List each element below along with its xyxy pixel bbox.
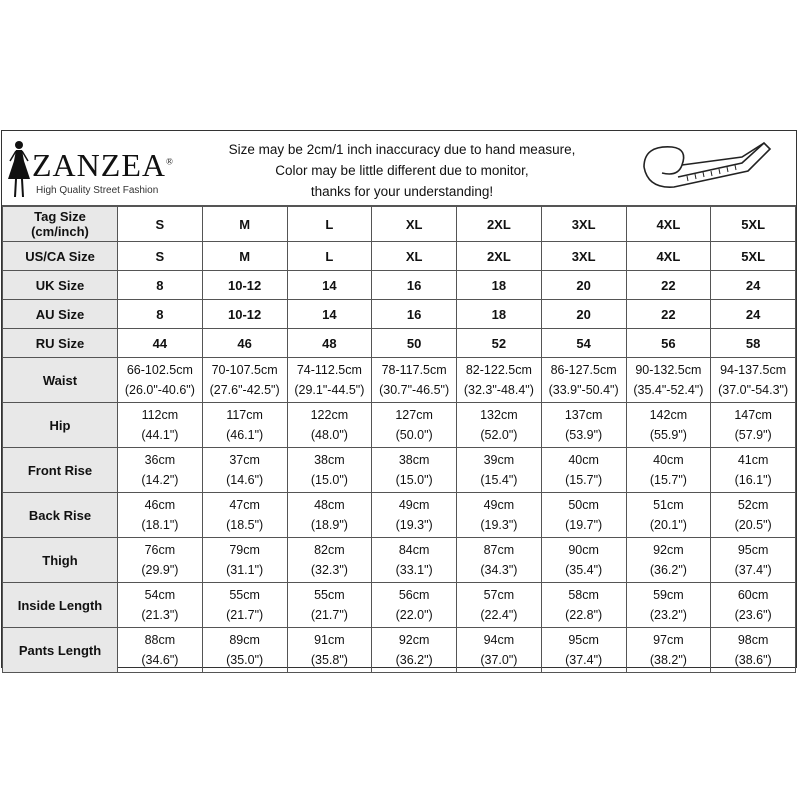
inch-value: (26.0"-40.6") bbox=[124, 383, 195, 397]
brand-name: ZANZEA bbox=[32, 147, 166, 183]
inch-value: (20.5") bbox=[734, 518, 772, 532]
registered-mark: ® bbox=[165, 156, 174, 167]
measurement-cell bbox=[626, 358, 711, 403]
size-cell: 22 bbox=[626, 300, 711, 329]
measurement-cell bbox=[626, 583, 711, 628]
table-row bbox=[3, 538, 796, 583]
size-cell: 16 bbox=[372, 300, 457, 329]
measurement-cell bbox=[118, 358, 203, 403]
measurement-cell bbox=[287, 628, 372, 673]
size-cell: 14 bbox=[287, 271, 372, 300]
cm-value: 82-122.5cm bbox=[465, 363, 532, 377]
table-row bbox=[3, 493, 796, 538]
cm-value: 142cm bbox=[649, 408, 688, 422]
inch-value: (15.0") bbox=[395, 473, 433, 487]
size-cell: 44 bbox=[118, 329, 203, 358]
measurement-cell bbox=[202, 448, 287, 493]
size-cell: M bbox=[202, 242, 287, 271]
size-chart bbox=[1, 130, 797, 668]
size-cell: L bbox=[287, 207, 372, 242]
size-cell: 58 bbox=[711, 329, 796, 358]
size-cell: 50 bbox=[372, 329, 457, 358]
inch-value: (53.9") bbox=[565, 428, 603, 442]
inch-value: (15.4") bbox=[480, 473, 518, 487]
table-row bbox=[3, 300, 796, 329]
cm-value: 49cm bbox=[483, 498, 515, 512]
size-cell: 18 bbox=[457, 271, 542, 300]
cm-value: 86-127.5cm bbox=[550, 363, 617, 377]
inch-value: (19.3") bbox=[480, 518, 518, 532]
cm-value: 78-117.5cm bbox=[381, 363, 447, 377]
inch-value: (19.7") bbox=[565, 518, 603, 532]
measurement-cell bbox=[372, 538, 457, 583]
cm-value: 49cm bbox=[398, 498, 430, 512]
size-cell: 8 bbox=[118, 271, 203, 300]
cm-value: 89cm bbox=[229, 633, 260, 647]
cm-value: 117cm bbox=[226, 408, 263, 422]
measurement-cell bbox=[457, 583, 542, 628]
inch-value: (15.0") bbox=[310, 473, 348, 487]
measurement-cell bbox=[202, 358, 287, 403]
notice-line-1: Size may be 2cm/1 inch inaccuracy due to hand measure, bbox=[228, 142, 576, 157]
measurement-cell bbox=[711, 628, 796, 673]
size-cell: 16 bbox=[372, 271, 457, 300]
cm-value: 55cm bbox=[314, 588, 345, 602]
measurement-cell bbox=[118, 448, 203, 493]
measurement-cell bbox=[372, 403, 457, 448]
inch-value: (30.7"-46.5") bbox=[379, 383, 450, 397]
inch-value: (29.9") bbox=[141, 563, 179, 577]
cm-value: 122cm bbox=[310, 408, 349, 422]
cm-value: 79cm bbox=[229, 543, 260, 557]
size-cell: 22 bbox=[626, 271, 711, 300]
row-label: RU Size bbox=[3, 329, 118, 358]
measurement-cell bbox=[372, 583, 457, 628]
cm-value: 92cm bbox=[653, 543, 684, 557]
cm-value: 48cm bbox=[314, 498, 345, 512]
measurement-cell bbox=[626, 493, 711, 538]
measurement-cell bbox=[202, 403, 287, 448]
measurement-cell bbox=[287, 358, 372, 403]
cm-value: 60cm bbox=[737, 588, 769, 602]
row-label: Inside Length bbox=[3, 583, 118, 628]
table-row bbox=[3, 271, 796, 300]
measurement-cell bbox=[457, 448, 542, 493]
measurement-cell bbox=[711, 403, 796, 448]
cm-value: 112cm bbox=[141, 408, 179, 422]
measurement-cell bbox=[711, 358, 796, 403]
cm-value: 38cm bbox=[398, 453, 430, 467]
row-label: Thigh bbox=[3, 538, 118, 583]
cm-value: 84cm bbox=[398, 543, 430, 557]
measurement-cell bbox=[372, 628, 457, 673]
measurement-cell bbox=[541, 628, 626, 673]
table-row bbox=[3, 403, 796, 448]
inch-value: (19.3") bbox=[395, 518, 433, 532]
table-row bbox=[3, 358, 796, 403]
row-label: UK Size bbox=[3, 271, 118, 300]
size-cell: 4XL bbox=[626, 207, 711, 242]
inch-value: (37.0"-54.3") bbox=[718, 383, 789, 397]
inch-value: (48.0") bbox=[310, 428, 348, 442]
size-table bbox=[2, 206, 796, 673]
measurement-cell bbox=[118, 583, 203, 628]
measurement-cell bbox=[711, 583, 796, 628]
inch-value: (18.5") bbox=[226, 518, 264, 532]
measurement-cell bbox=[541, 538, 626, 583]
measurement-cell bbox=[287, 448, 372, 493]
inch-value: (18.9") bbox=[310, 518, 348, 532]
size-cell: 10-12 bbox=[202, 300, 287, 329]
size-cell: 5XL bbox=[711, 242, 796, 271]
cm-value: 97cm bbox=[653, 633, 684, 647]
size-cell: 48 bbox=[287, 329, 372, 358]
inch-value: (55.9") bbox=[649, 428, 687, 442]
size-cell: L bbox=[287, 242, 372, 271]
row-label: Front Rise bbox=[3, 448, 118, 493]
cm-value: 74-112.5cm bbox=[296, 363, 362, 377]
inch-value: (15.7") bbox=[649, 473, 687, 487]
cm-value: 46cm bbox=[144, 498, 176, 512]
inch-value: (33.9"-50.4") bbox=[548, 383, 619, 397]
brand-logo bbox=[6, 139, 206, 199]
size-cell: 4XL bbox=[626, 242, 711, 271]
measurement-cell bbox=[711, 538, 796, 583]
inch-value: (46.1") bbox=[226, 428, 264, 442]
inch-value: (50.0") bbox=[395, 428, 433, 442]
cm-value: 40cm bbox=[568, 453, 599, 467]
measurement-cell bbox=[626, 448, 711, 493]
measurement-cell bbox=[457, 403, 542, 448]
inch-value: (35.4") bbox=[565, 563, 603, 577]
measurement-cell bbox=[457, 538, 542, 583]
row-label: Pants Length bbox=[3, 628, 118, 673]
measurement-cell bbox=[202, 583, 287, 628]
cm-value: 94-137.5cm bbox=[720, 363, 787, 377]
size-cell: 46 bbox=[202, 329, 287, 358]
inch-value: (21.3") bbox=[141, 608, 179, 622]
brand-tagline: High Quality Street Fashion bbox=[36, 185, 159, 196]
size-cell: XL bbox=[372, 242, 457, 271]
row-label-line: Tag Size bbox=[34, 209, 86, 224]
table-row bbox=[3, 207, 796, 242]
size-cell: S bbox=[118, 207, 203, 242]
size-cell: S bbox=[118, 242, 203, 271]
table-row bbox=[3, 583, 796, 628]
cm-value: 82cm bbox=[314, 543, 345, 557]
cm-value: 137cm bbox=[564, 408, 603, 422]
table-row bbox=[3, 329, 796, 358]
measurement-cell bbox=[541, 358, 626, 403]
size-cell: 56 bbox=[626, 329, 711, 358]
cm-value: 98cm bbox=[737, 633, 769, 647]
cm-value: 56cm bbox=[398, 588, 430, 602]
size-cell: 10-12 bbox=[202, 271, 287, 300]
size-cell: 5XL bbox=[711, 207, 796, 242]
measurement-cell bbox=[287, 493, 372, 538]
inch-value: (22.4") bbox=[480, 608, 518, 622]
measurement-cell bbox=[372, 448, 457, 493]
inch-value: (32.3") bbox=[310, 563, 348, 577]
cm-value: 52cm bbox=[737, 498, 769, 512]
inch-value: (22.0") bbox=[395, 608, 433, 622]
inch-value: (38.2") bbox=[649, 653, 687, 667]
cm-value: 88cm bbox=[144, 633, 176, 647]
inch-value: (36.2") bbox=[395, 653, 433, 667]
inch-value: (34.3") bbox=[480, 563, 518, 577]
size-cell: 24 bbox=[711, 271, 796, 300]
cm-value: 92cm bbox=[398, 633, 430, 647]
inch-value: (18.1") bbox=[141, 518, 179, 532]
inch-value: (57.9") bbox=[734, 428, 772, 442]
inch-value: (23.6") bbox=[734, 608, 772, 622]
table-row bbox=[3, 628, 796, 673]
size-cell: 2XL bbox=[457, 207, 542, 242]
cm-value: 37cm bbox=[229, 453, 260, 467]
measurement-cell bbox=[202, 538, 287, 583]
cm-value: 57cm bbox=[483, 588, 515, 602]
measurement-cell bbox=[457, 493, 542, 538]
cm-value: 90cm bbox=[568, 543, 599, 557]
row-label: Back Rise bbox=[3, 493, 118, 538]
row-label bbox=[3, 207, 118, 242]
size-cell: 20 bbox=[541, 271, 626, 300]
inch-value: (33.1") bbox=[395, 563, 433, 577]
measurement-cell bbox=[118, 538, 203, 583]
row-label: Hip bbox=[3, 403, 118, 448]
inch-value: (35.4"-52.4") bbox=[633, 383, 704, 397]
size-cell: 24 bbox=[711, 300, 796, 329]
measurement-cell bbox=[541, 583, 626, 628]
cm-value: 70-107.5cm bbox=[211, 363, 278, 377]
cm-value: 41cm bbox=[737, 453, 769, 467]
cm-value: 132cm bbox=[480, 408, 518, 422]
cm-value: 147cm bbox=[734, 408, 772, 422]
cm-value: 95cm bbox=[568, 633, 599, 647]
measurement-cell bbox=[626, 538, 711, 583]
measurement-cell bbox=[202, 493, 287, 538]
inch-value: (52.0") bbox=[480, 428, 518, 442]
woman-silhouette-icon bbox=[6, 139, 32, 199]
cm-value: 91cm bbox=[314, 633, 345, 647]
cm-value: 38cm bbox=[314, 453, 345, 467]
inch-value: (31.1") bbox=[226, 563, 264, 577]
cm-value: 58cm bbox=[568, 588, 599, 602]
measurement-cell bbox=[541, 493, 626, 538]
cm-value: 50cm bbox=[568, 498, 599, 512]
measurement-cell bbox=[541, 403, 626, 448]
inch-value: (34.6") bbox=[141, 653, 179, 667]
cm-value: 59cm bbox=[653, 588, 684, 602]
measurement-cell bbox=[118, 403, 203, 448]
inch-value: (14.2") bbox=[141, 473, 179, 487]
size-cell: 2XL bbox=[457, 242, 542, 271]
measurement-cell bbox=[287, 583, 372, 628]
inch-value: (29.1"-44.5") bbox=[294, 383, 365, 397]
cm-value: 94cm bbox=[483, 633, 515, 647]
cm-value: 51cm bbox=[653, 498, 684, 512]
size-cell: 18 bbox=[457, 300, 542, 329]
inch-value: (15.7") bbox=[565, 473, 603, 487]
size-cell: 8 bbox=[118, 300, 203, 329]
cm-value: 47cm bbox=[229, 498, 260, 512]
inch-value: (27.6"-42.5") bbox=[209, 383, 280, 397]
inch-value: (20.1") bbox=[649, 518, 687, 532]
inch-value: (44.1") bbox=[141, 428, 179, 442]
table-row bbox=[3, 448, 796, 493]
measurement-cell bbox=[287, 538, 372, 583]
row-label: Waist bbox=[3, 358, 118, 403]
inch-value: (35.8") bbox=[310, 653, 348, 667]
cm-value: 54cm bbox=[144, 588, 176, 602]
size-cell: 20 bbox=[541, 300, 626, 329]
cm-value: 36cm bbox=[144, 453, 176, 467]
size-cell: M bbox=[202, 207, 287, 242]
inch-value: (16.1") bbox=[734, 473, 772, 487]
notice-line-2: Color may be little different due to monitor, bbox=[275, 163, 529, 178]
inch-value: (38.6") bbox=[734, 653, 772, 667]
inch-value: (36.2") bbox=[649, 563, 687, 577]
measurement-cell bbox=[711, 493, 796, 538]
measurement-cell bbox=[626, 403, 711, 448]
size-cell: 54 bbox=[541, 329, 626, 358]
cm-value: 87cm bbox=[483, 543, 515, 557]
cm-value: 40cm bbox=[653, 453, 684, 467]
cm-value: 127cm bbox=[395, 408, 433, 422]
size-cell: 3XL bbox=[541, 242, 626, 271]
inch-value: (23.2") bbox=[649, 608, 687, 622]
measurement-cell bbox=[118, 493, 203, 538]
row-label-line: (cm/inch) bbox=[31, 224, 89, 239]
cm-value: 76cm bbox=[144, 543, 176, 557]
cm-value: 39cm bbox=[483, 453, 515, 467]
measurement-cell bbox=[118, 628, 203, 673]
measurement-cell bbox=[202, 628, 287, 673]
table-row bbox=[3, 242, 796, 271]
inch-value: (22.8") bbox=[565, 608, 603, 622]
size-cell: 14 bbox=[287, 300, 372, 329]
inch-value: (37.4") bbox=[734, 563, 772, 577]
measurement-notice bbox=[212, 139, 592, 202]
measurement-cell bbox=[457, 358, 542, 403]
measurement-cell bbox=[372, 358, 457, 403]
inch-value: (14.6") bbox=[226, 473, 264, 487]
inch-value: (21.7") bbox=[310, 608, 348, 622]
measurement-cell bbox=[457, 628, 542, 673]
notice-line-3: thanks for your understanding! bbox=[310, 184, 494, 199]
inch-value: (37.4") bbox=[565, 653, 603, 667]
measurement-cell bbox=[626, 628, 711, 673]
measurement-cell bbox=[287, 403, 372, 448]
measuring-tape-icon bbox=[638, 137, 778, 201]
cm-value: 95cm bbox=[737, 543, 769, 557]
measurement-cell bbox=[711, 448, 796, 493]
cm-value: 55cm bbox=[229, 588, 260, 602]
measurement-cell bbox=[372, 493, 457, 538]
inch-value: (32.3"-48.4") bbox=[463, 383, 534, 397]
size-cell: 52 bbox=[457, 329, 542, 358]
size-cell: XL bbox=[372, 207, 457, 242]
size-cell: 3XL bbox=[541, 207, 626, 242]
inch-value: (37.0") bbox=[480, 653, 518, 667]
row-label: AU Size bbox=[3, 300, 118, 329]
measurement-cell bbox=[541, 448, 626, 493]
inch-value: (21.7") bbox=[226, 608, 264, 622]
cm-value: 66-102.5cm bbox=[126, 363, 193, 377]
inch-value: (35.0") bbox=[226, 653, 264, 667]
row-label: US/CA Size bbox=[3, 242, 118, 271]
cm-value: 90-132.5cm bbox=[635, 363, 702, 377]
chart-header bbox=[2, 131, 796, 206]
